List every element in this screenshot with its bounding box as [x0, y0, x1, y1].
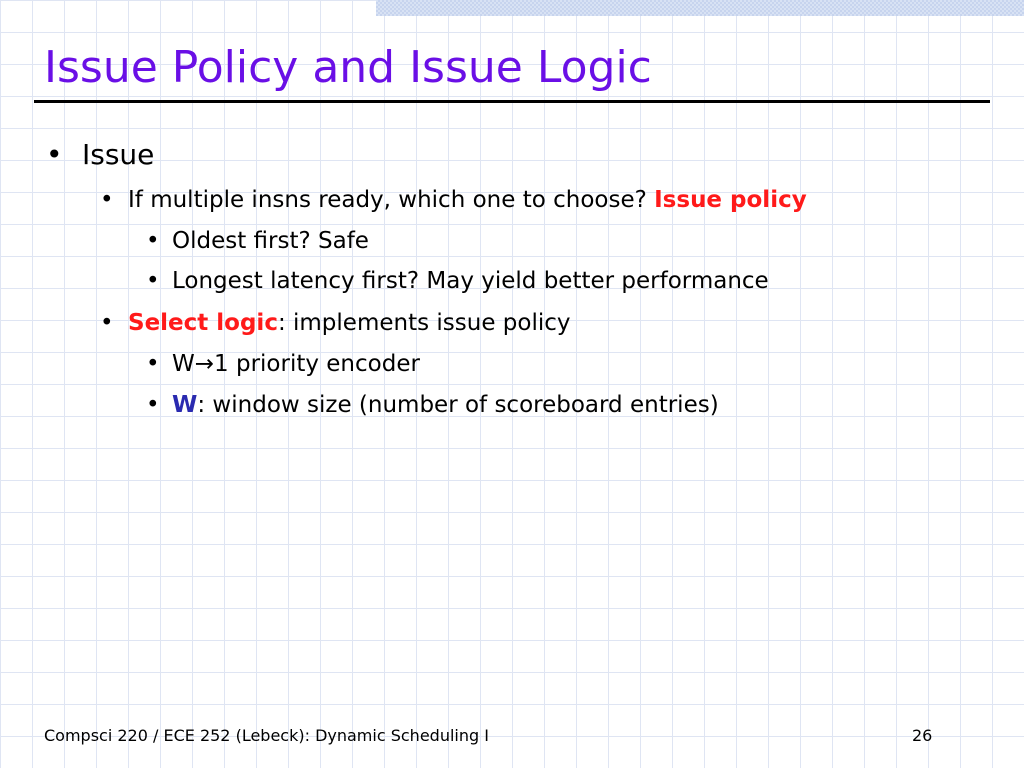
list-item-window-size	[172, 390, 719, 420]
arrow-right-icon: →	[194, 351, 215, 377]
issue-policy-term: Issue policy	[654, 187, 807, 213]
bullet-icon: •	[46, 138, 63, 171]
bullet-icon: •	[146, 351, 160, 377]
item-text: : implements issue policy	[277, 310, 571, 336]
list-item-oldest-first	[172, 226, 369, 256]
bullet-icon: •	[100, 187, 114, 213]
slide-title: Issue Policy and Issue Logic	[44, 42, 652, 93]
list-item-priority-encoder	[172, 349, 420, 379]
bullet-icon: •	[146, 392, 160, 418]
footer-page-number: 26	[912, 726, 933, 745]
bullet-icon: •	[100, 310, 114, 336]
footer-course: Compsci 220 / ECE 252 (Lebeck): Dynamic Scheduling I	[44, 726, 489, 745]
item-text: Longest latency first? May yield better performance	[172, 268, 769, 294]
w-term: W	[172, 392, 198, 418]
item-text: Oldest first? Safe	[172, 228, 369, 254]
bullet-icon: •	[146, 268, 160, 294]
item-text: : window size (number of scoreboard entries)	[197, 392, 719, 418]
select-logic-term: Select logic	[128, 310, 278, 336]
bullet-icon: •	[146, 228, 160, 254]
item-text: Issue	[82, 138, 155, 171]
item-text: W	[172, 351, 195, 377]
list-item-issue	[82, 137, 154, 173]
list-item-select-logic	[128, 308, 571, 338]
item-text: If multiple insns ready, which one to choose?	[128, 187, 647, 213]
item-text: 1 priority encoder	[214, 351, 420, 377]
list-item-longest-latency	[172, 266, 769, 296]
list-item-issue-question	[128, 185, 807, 215]
